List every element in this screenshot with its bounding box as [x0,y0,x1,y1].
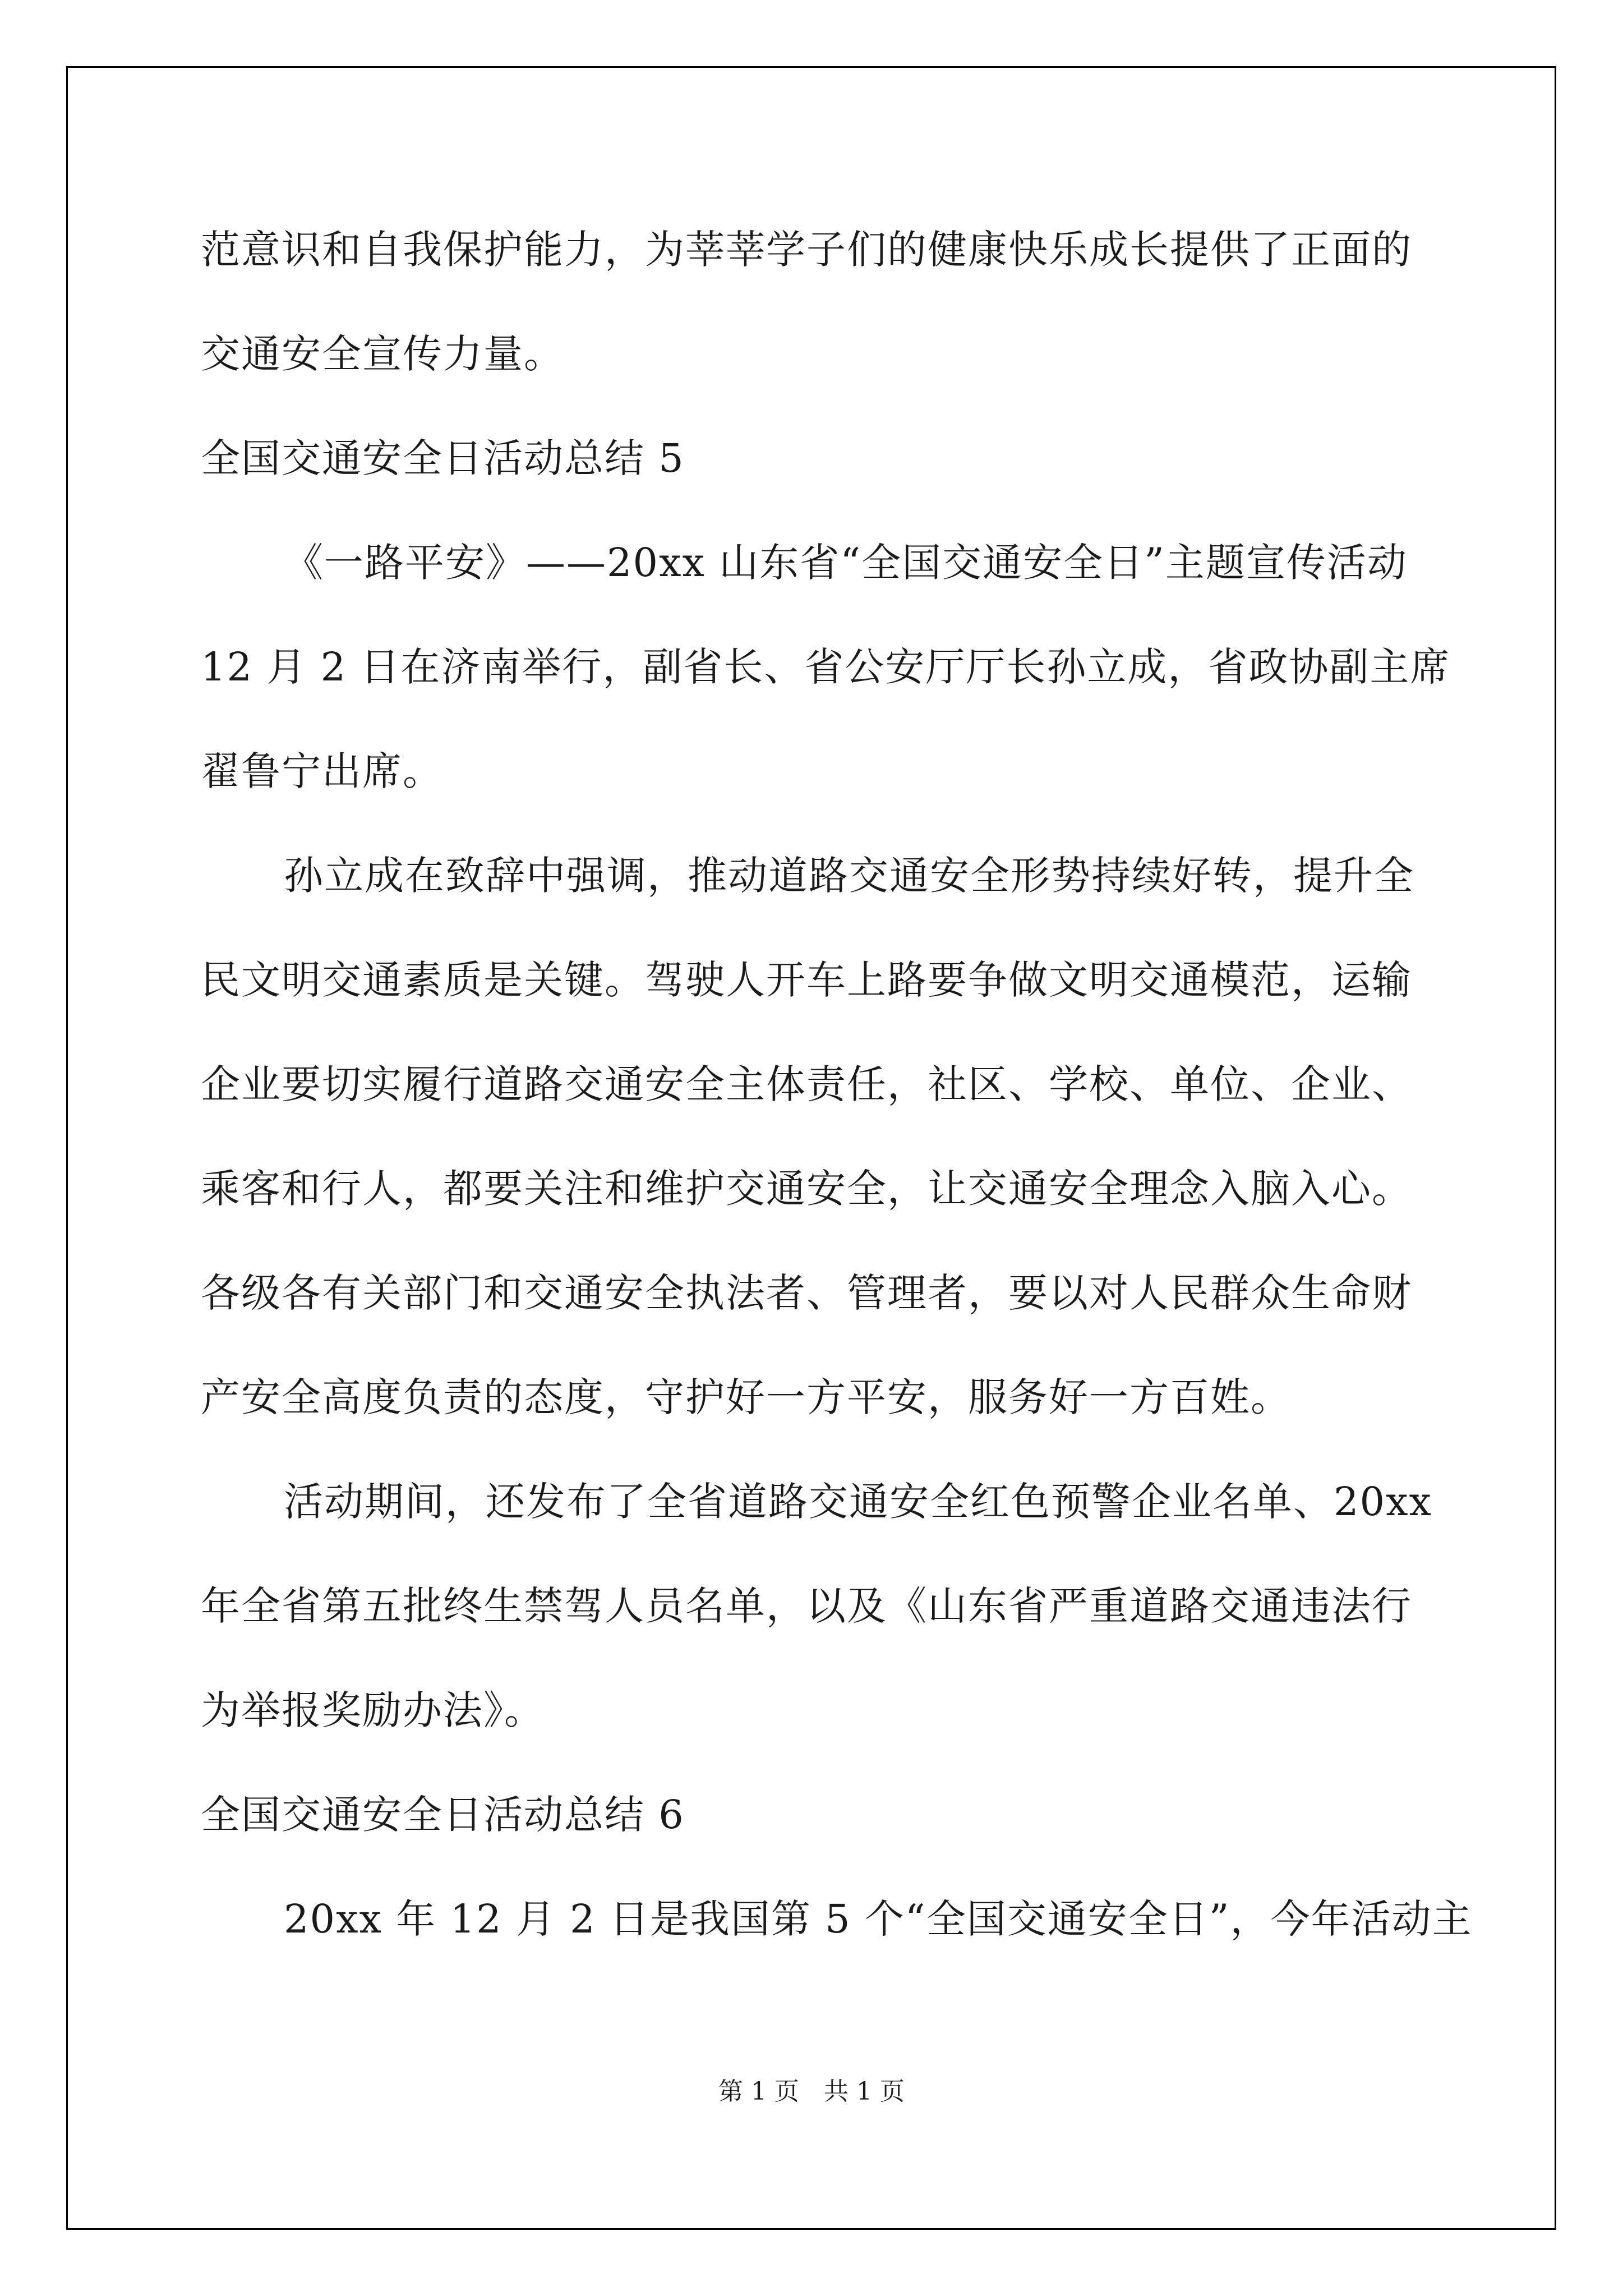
body-text-line: 12 月 2 日在济南举行，副省长、省公安厅厅长孙立成，省政协副主席 [201,644,1451,690]
body-text-line: 产安全高度负责的态度，守护好一方平安，服务好一方百姓。 [201,1374,1291,1420]
body-text-line: 范意识和自我保护能力，为莘莘学子们的健康快乐成长提供了正面的 [201,227,1412,273]
body-text-line: 乘客和行人，都要关注和维护交通安全，让交通安全理念入脑入心。 [201,1166,1412,1212]
body-text-line: 年全省第五批终生禁驾人员名单，以及《山东省严重道路交通违法行 [201,1583,1412,1629]
body-text-line: 企业要切实履行道路交通安全主体责任，社区、学校、单位、企业、 [201,1061,1412,1107]
body-text-line: 交通安全宣传力量。 [201,331,564,377]
body-text-line: 为举报奖励办法》。 [201,1687,545,1733]
page-footer: 第 1 页 共 1 页 [718,2077,905,2106]
body-text-line: 孙立成在致辞中强调，推动道路交通安全形势持续好转，提升全 [284,853,1414,899]
body-text-line: 《一路平安》——20xx 山东省“全国交通安全日”主题宣传活动 [284,540,1408,586]
body-text-line: 20xx 年 12 月 2 日是我国第 5 个“全国交通安全日”，今年活动主 [284,1896,1473,1942]
section-heading: 全国交通安全日活动总结 5 [201,435,685,481]
section-heading: 全国交通安全日活动总结 6 [201,1792,685,1838]
body-text-line: 翟鲁宁出席。 [201,748,443,794]
body-text-line: 民文明交通素质是关键。驾驶人开车上路要争做文明交通模范，运输 [201,957,1412,1003]
body-text-line: 各级各有关部门和交通安全执法者、管理者，要以对人民群众生命财 [201,1270,1412,1316]
body-text-line: 活动期间，还发布了全省道路交通安全红色预警企业名单、20xx [284,1479,1433,1525]
